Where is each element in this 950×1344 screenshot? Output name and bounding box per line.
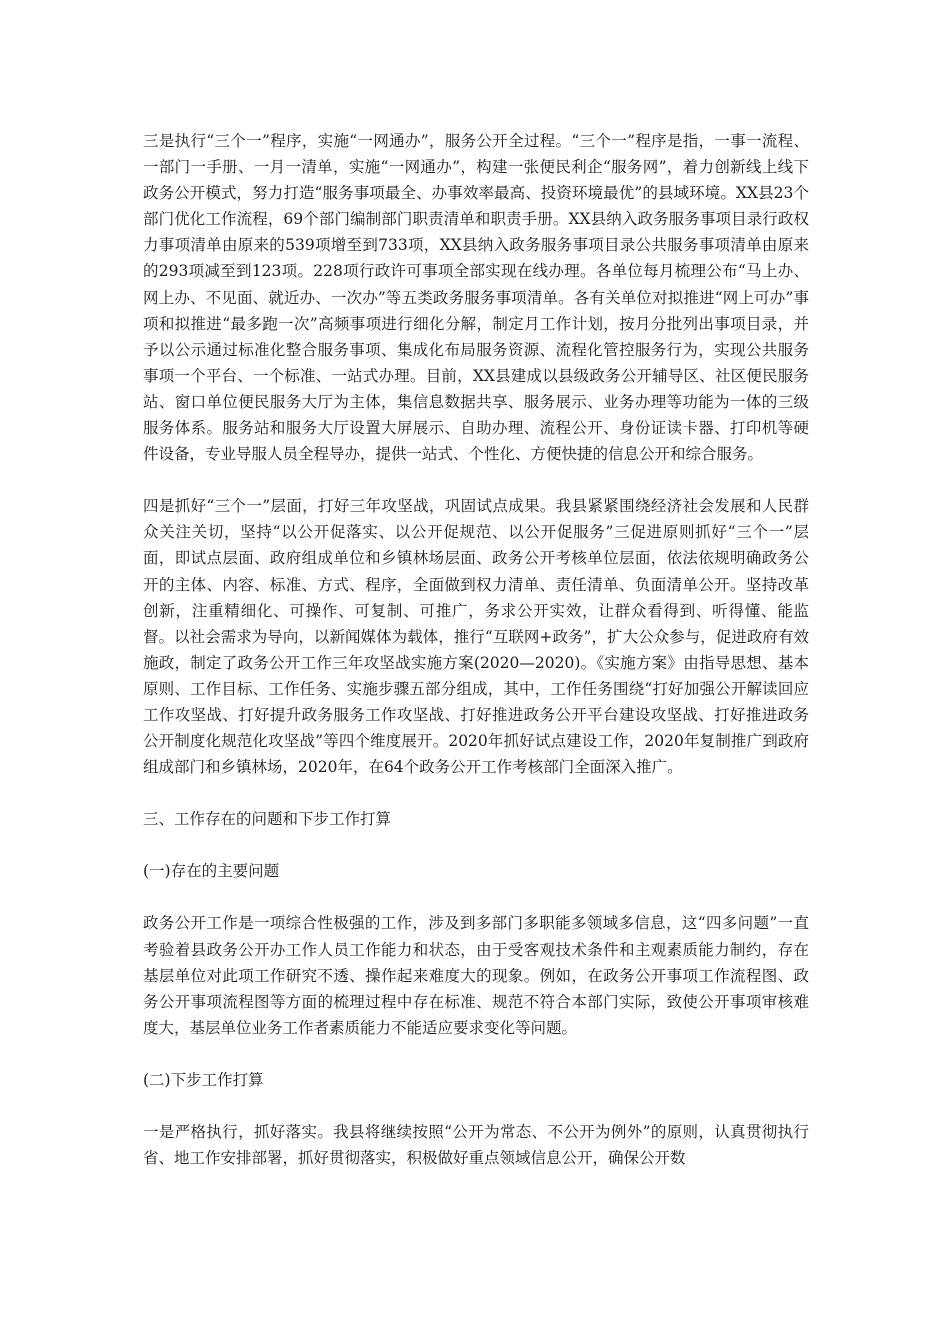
paragraph-three-year-campaign: 四是抓好“三个一”层面，打好三年攻坚战，巩固试点成果。我县紧紧围绕经济社会发展和人民群众关注关切，坚持“以公开促落实、以公开促规范、以公开促服务”三促进原则抓好“三个一”层面，即试点层面、政府组成单位和乡镇林场层面、政务公开考核单位层面，依法依规明确政务公开的主体、内容、标准、方式、程序，全面做到权力清单、责任清单、负面清单公开。坚持改革创新，注重精细化、可操作、可复制、可推广，务求公开实效，让群众看得到、听得懂、能监督。以社会需求为导向，以新闻媒体为载体，推行“互联网+政务”，扩大公众参与，促进政府有效施政，制定了政务公开工作三年攻坚战实施方案(2020—2020)。《实施方案》由指导思想、基本原则、工作目标、工作任务、实施步骤五部分组成，其中，工作任务围绕“打好加强公开解读回应工作攻坚战、打好提升政务服务工作攻坚战、打好推进政务公开平台建设攻坚战、打好推进政务公开制度化规范化攻坚战”等四个维度展开。2020年抓好试点建设工作，2020年复制推广到政府组成部门和乡镇林场，2020年，在64个政务公开工作考核部门全面深入推广。: [143, 497, 809, 777]
paragraph-problems: 政务公开工作是一项综合性极强的工作，涉及到多部门多职能多领域多信息，这“四多问题”一直考验着县政务公开办工作人员工作能力和状态，由于受客观技术条件和主观素质能力制约，存在基层单位对此项工作研究不透、操作起来难度大的现象。例如，在政务公开事项工作流程图、政务公开事项流程图等方面的梳理过程中存在标准、规范不符合本部门实际，致使公开事项审核难度大，基层单位业务工作者素质能力不能适应要求变化等问题。: [143, 914, 809, 1037]
paragraph-service-process: 三是执行“三个一”程序，实施“一网通办”，服务公开全过程。“三个一”程序是指，一事一流程、一部门一手册、一月一清单，实施“一网通办”，构建一张便民利企“服务网”，着力创新线上线下政务公开模式，努力打造“服务事项最全、办事效率最高、投资环境最优”的县域环境。XX县23个部门优化工作流程，69个部门编制部门职责清单和职责手册。XX县纳入政务服务事项目录行政权力事项清单由原来的539项增至到733项，XX县纳入政务服务事项目录公共服务事项清单由原来的293项减至到123项。228项行政许可事项全部实现在线办理。各单位每月梳理公布“马上办、网上办、不见面、就近办、一次办”等五类政务服务事项清单。各有关单位对拟推进“网上可办”事项和拟推进“最多跑一次”高频事项进行细化分解，制定月工作计划，按月分批列出事项目录，并予以公示通过标准化整合服务事项、集成化布局服务资源、流程化管控服务行为，实现公共服务事项一个平台、一个标准、一站式办理。目前，XX县建成以县级政务公开辅导区、社区便民服务站、窗口单位便民服务大厅为主体，集信息数据共享、服务展示、业务办理等功能为一体的三级服务体系。服务站和服务大厅设置大屏展示、自助办理、流程公开、身份证读卡器、打印机等硬件设备，专业导服人员全程导办，提供一站式、个性化、方便快捷的信息公开和综合服务。: [143, 132, 809, 464]
subheading-main-problems: (一)存在的主要问题: [143, 862, 280, 881]
section-heading-problems-plans: 三、工作存在的问题和下步工作打算: [143, 810, 392, 829]
document-body: [143, 128, 809, 1197]
paragraph-next-steps: 一是严格执行，抓好落实。我县将继续按照“公开为常态、不公开为例外”的原则，认真贯彻执行省、地工作安排部署，抓好贯彻落实，积极做好重点领域信息公开，确保公开数: [143, 1123, 809, 1168]
subheading-next-steps: (二)下步工作打算: [143, 1070, 264, 1089]
